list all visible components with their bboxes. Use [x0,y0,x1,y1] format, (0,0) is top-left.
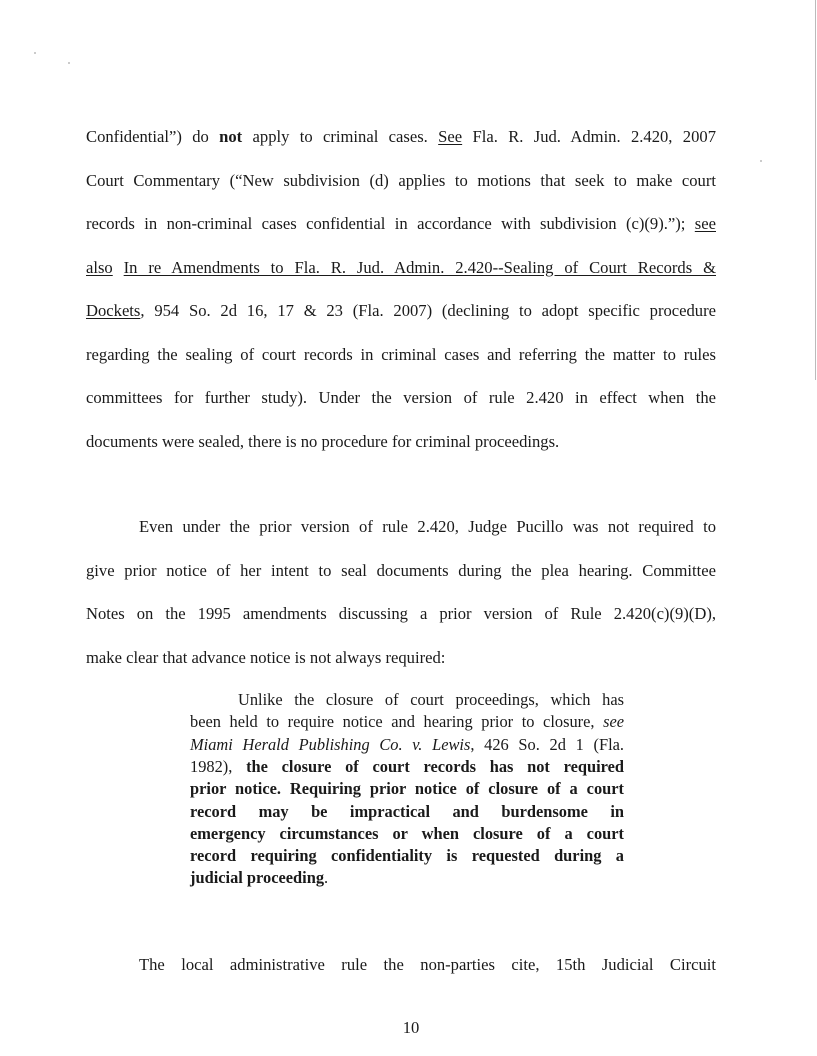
paragraph-line [139,517,716,537]
block-quote-line [190,868,624,888]
text-run: documents were sealed, there is no procedure for criminal proceedings. [86,431,560,451]
text-run: Unlike the closure of court proceedings, which has [238,690,624,709]
block-quote-line [190,779,624,799]
emphasis-bold: record may be impractical and burdensome in [190,801,624,821]
paragraph-line [86,345,716,365]
block-quote-line [190,824,624,844]
text-run: 1982), [190,756,247,776]
citation-underlined: In re Amendments to Fla. R. Jud. Admin. 2.420--Sealing of Court Records & [123,257,716,277]
text-run: The local administrative rule the non-parties cite, 15th Judicial Circuit [139,955,716,974]
text-run: , 954 So. 2d 16, 17 & 23 (Fla. 2007) (declining to adopt specific procedure [140,301,716,320]
scan-speck [34,52,36,54]
paragraph-line [86,648,716,668]
text-run: committees for further study). Under the version of rule 2.420 in effect when the [86,388,716,407]
paragraph-line [86,258,716,278]
citation-italic: Miami Herald Publishing Co. v. Lewis [190,734,471,754]
block-quote-line [190,712,624,732]
block-quote-line [190,757,624,777]
paragraph-line [86,214,716,234]
paragraph-line [86,432,716,452]
paragraph-line [86,127,716,147]
text-run: . [324,868,329,888]
text-run: Notes on the 1995 amendments discussing a prior version of Rule 2.420(c)(9)(D), [86,604,716,624]
text-run: make clear that advance notice is not always required: [86,648,446,668]
paragraph-line [86,301,716,321]
citation-underlined: also [86,257,113,277]
emphasis-bold: not [219,127,243,146]
emphasis-bold: judicial proceeding [190,868,325,888]
text-run: , 426 So. 2d 1 (Fla. [470,734,624,754]
text-run: Even under the prior version of rule 2.420, Judge Pucillo was not required to [139,517,716,536]
citation-underlined: Dockets [86,301,141,320]
text-run: give prior notice of her intent to seal documents during the plea hearing. Committee [86,560,716,580]
page-number: 10 [402,1018,420,1037]
citation-underlined: see [694,214,716,233]
text-run: Confidential”) do [86,127,220,146]
text-run: Court Commentary (“New subdivision (d) applies to motions that seek to make court [86,170,716,190]
text-run: records in non-criminal cases confidential in accordance with subdivision (c)(9).”); [86,214,695,233]
emphasis-bold: record requiring confidentiality is requested during a [190,846,624,866]
block-quote-line [190,802,624,822]
text-run: Fla. R. Jud. Admin. 2.420, 2007 [462,127,716,146]
block-quote-line [190,735,624,755]
emphasis-bold: prior notice. Requiring prior notice of closure of a court [190,779,624,799]
scan-speck [68,62,70,64]
citation-underlined: See [438,127,463,146]
text-run: apply to criminal cases. [242,127,439,146]
citation-italic: see [603,712,624,732]
block-quote-line [190,846,624,866]
text-run [113,258,124,277]
paragraph-line [86,561,716,581]
text-run: been held to require notice and hearing prior to closure, [190,712,604,732]
block-quote-line [238,690,624,710]
paragraph-line [86,388,716,408]
emphasis-bold: emergency circumstances or when closure of a court [190,823,624,843]
paragraph-line [86,171,716,191]
scan-speck [760,160,762,162]
text-run: regarding the sealing of court records in criminal cases and referring the matter to rules [86,344,716,364]
emphasis-bold: the closure of court records has not required [246,756,625,776]
paragraph-line [139,955,716,975]
paragraph-line [86,604,716,624]
scan-edge [815,0,816,380]
